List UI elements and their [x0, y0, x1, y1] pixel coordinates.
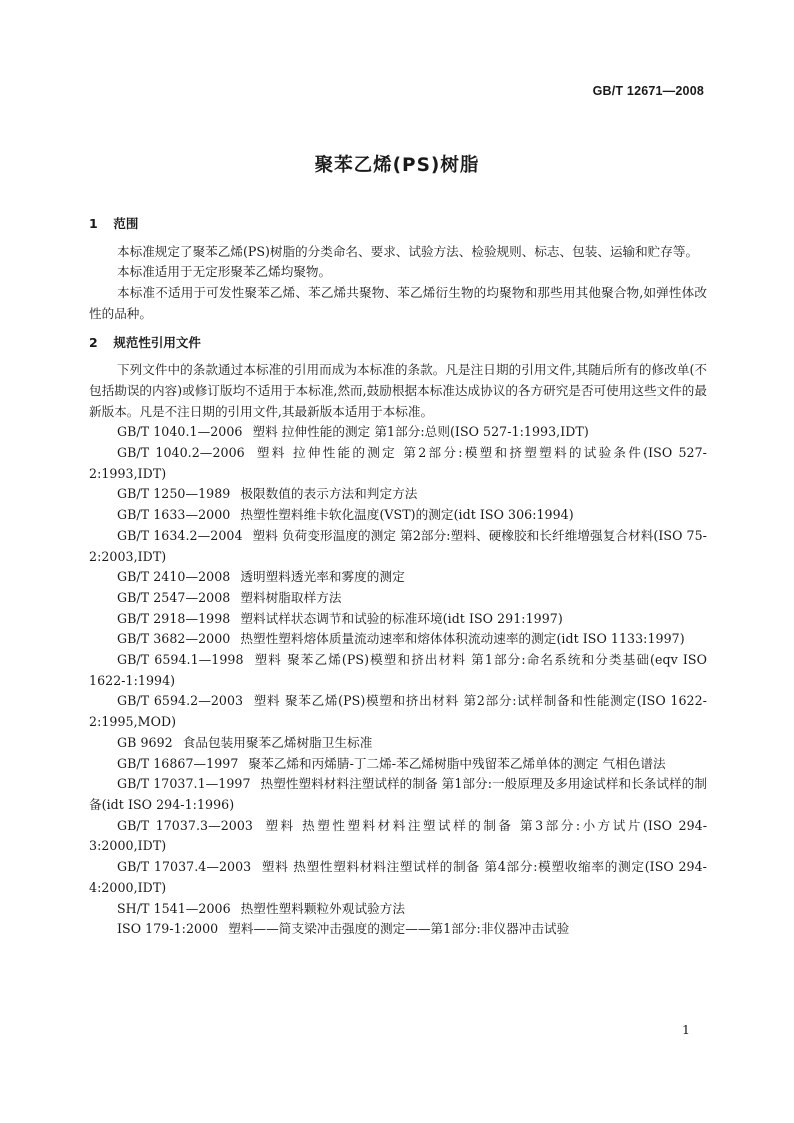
reference-title: 塑料试样状态调节和试验的标准环境(idt ISO 291:1997) — [240, 610, 563, 626]
reference-title: 热塑性塑料材料注塑试样的制备 第1部分:一般原理及多用途试样和长条试样的制备(idt ISO 294-1:1996) — [89, 776, 707, 812]
reference-item — [89, 650, 707, 691]
reference-title: 塑料 负荷变形温度的测定 第2部分:塑料、硬橡胶和长纤维增强复合材料(ISO 75-2:2003,IDT) — [89, 527, 707, 564]
reference-item — [89, 754, 707, 775]
reference-item — [89, 526, 707, 567]
reference-code: GB 9692 — [117, 734, 173, 750]
standard-code: GB/T 12671—2008 — [592, 84, 704, 98]
document-title: 聚苯乙烯(PS)树脂 — [314, 155, 480, 176]
reference-item — [89, 588, 707, 609]
reference-title: 塑料——简支梁冲击强度的测定——第1部分:非仪器冲击试验 — [228, 921, 570, 937]
reference-code: GB/T 1634.2—2004 — [117, 527, 243, 543]
reference-code: GB/T 17037.1—1997 — [117, 776, 251, 792]
reference-title: 透明塑料透光率和雾度的测定 — [240, 569, 405, 585]
reference-code: GB/T 17037.4—2003 — [117, 859, 252, 875]
section-number: 2 — [89, 334, 98, 350]
section-title: 范围 — [113, 216, 139, 231]
reference-item — [89, 774, 707, 815]
reference-title: 塑料 热塑性塑料材料注塑试样的制备 第4部分:模塑收缩率的测定(ISO 294-4:2000,IDT) — [89, 859, 707, 895]
reference-code: ISO 179-1:2000 — [117, 921, 219, 937]
reference-title: 塑料树脂取样方法 — [240, 589, 342, 605]
reference-item — [89, 443, 707, 484]
reference-title: 食品包装用聚苯乙烯树脂卫生标准 — [182, 734, 373, 750]
reference-code: GB/T 2410—2008 — [117, 569, 231, 585]
reference-code: GB/T 1040.1—2006 — [117, 424, 243, 440]
reference-item — [89, 919, 707, 940]
reference-item — [89, 505, 707, 526]
scope-paragraph: 本标准规定了聚苯乙烯(PS)树脂的分类命名、要求、试验方法、检验规则、标志、包装、运输和贮存等。 — [117, 243, 699, 259]
reference-code: GB/T 16867—1997 — [117, 755, 239, 771]
reference-code: GB/T 1250—1989 — [117, 486, 231, 502]
reference-code: GB/T 17037.3—2003 — [117, 817, 253, 833]
reference-item — [89, 629, 707, 650]
reference-title: 热塑性塑料熔体质量流动速率和熔体体积流动速率的测定(idt ISO 1133:1997) — [240, 631, 685, 647]
reference-item — [89, 422, 707, 443]
section-1-heading — [89, 214, 707, 235]
reference-code: SH/T 1541—2006 — [117, 900, 231, 916]
reference-item — [89, 857, 707, 898]
scope-paragraph: 本标准不适用于可发性聚苯乙烯、苯乙烯共聚物、苯乙烯衍生物的均聚物和那些用其他聚合物,如弹性体改性的品种。 — [89, 285, 707, 321]
reference-item — [89, 899, 707, 920]
reference-item — [89, 609, 707, 630]
page-number: 1 — [682, 1022, 690, 1037]
reference-title: 塑料 热塑性塑料材料注塑试样的制备 第3部分:小方试片(ISO 294-3:2000,IDT) — [89, 817, 707, 854]
reference-title: 塑料 拉伸性能的测定 第1部分:总则(ISO 527-1:1993,IDT) — [252, 424, 589, 440]
reference-list — [89, 422, 707, 940]
section-2-heading — [89, 333, 707, 354]
reference-item — [89, 484, 707, 505]
reference-code: GB/T 6594.1—1998 — [117, 652, 244, 668]
reference-item — [89, 567, 707, 588]
reference-title: 热塑性塑料维卡软化温度(VST)的测定(idt ISO 306:1994) — [240, 507, 574, 523]
reference-code: GB/T 2547—2008 — [117, 589, 231, 605]
document-body — [89, 214, 707, 940]
reference-code: GB/T 1633—2000 — [117, 507, 231, 523]
reference-code: GB/T 2918—1998 — [117, 610, 231, 626]
references-intro: 下列文件中的条款通过本标准的引用而成为本标准的条款。凡是注日期的引用文件,其随后所有的修改单(不包括勘误的内容)或修订版均不适用于本标准,然而,鼓励根据本标准达成协议的各方研究是否可使用这些文件的最新版本。凡是不注日期的引用文件,其最新版本适用于本标准。 — [89, 362, 707, 419]
section-title: 规范性引用文件 — [113, 334, 201, 350]
section-number: 1 — [89, 216, 98, 231]
reference-title: 塑料 聚苯乙烯(PS)模塑和挤出材料 第2部分:试样制备和性能测定(ISO 1622-2:1995,MOD) — [89, 693, 707, 730]
reference-title: 塑料 聚苯乙烯(PS)模塑和挤出材料 第1部分:命名系统和分类基础(eqv ISO 1622-1:1994) — [89, 652, 707, 688]
reference-item — [89, 733, 707, 754]
reference-item — [89, 691, 707, 732]
reference-code: GB/T 6594.2—2003 — [117, 693, 244, 709]
reference-title: 聚苯乙烯和丙烯腈-丁二烯-苯乙烯树脂中残留苯乙烯单体的测定 气相色谱法 — [248, 755, 666, 771]
reference-title: 塑料 拉伸性能的测定 第2部分:模塑和挤塑塑料的试验条件(ISO 527-2:1993,IDT) — [89, 445, 707, 481]
scope-paragraph: 本标准适用于无定形聚苯乙烯均聚物。 — [117, 264, 332, 280]
reference-code: GB/T 1040.2—2006 — [117, 445, 245, 461]
reference-title: 极限数值的表示方法和判定方法 — [240, 486, 418, 502]
reference-code: GB/T 3682—2000 — [117, 631, 231, 647]
reference-item — [89, 816, 707, 857]
reference-title: 热塑性塑料颗粒外观试验方法 — [240, 900, 406, 916]
